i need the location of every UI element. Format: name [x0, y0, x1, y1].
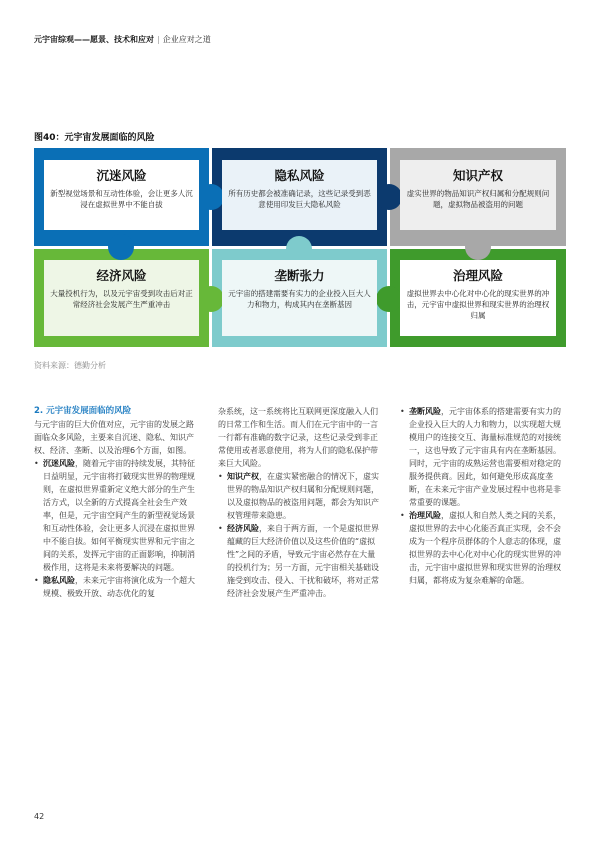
header-title: 元宇宙综观——愿景、技术和应对 — [34, 35, 154, 44]
bullet-title: 经济风险 — [227, 524, 259, 533]
risk-card-monopoly — [222, 260, 377, 336]
risk-card-economy — [44, 260, 199, 336]
knob-4-right — [376, 286, 402, 312]
risk-desc: 虚拟世界去中心化对中心化的现实世界的冲击，元宇宙中虚拟世界和现实世界的治理权归属 — [406, 289, 550, 320]
bullet-title: 隐私风险 — [43, 576, 75, 585]
privacy-continued: 杂系统，这一系统将比互联网更深度融入人们的日常工作和生活。而人们在元宇宙中的一言一行都有准确的数字记录，这些记录受到非正常使用或者恶意使用，将为人们的隐私保护带来巨大风险。 — [218, 407, 378, 468]
figure-source: 资料来源：德勤分析 — [34, 361, 106, 370]
text-column-3 — [400, 405, 565, 587]
risk-title: 垄断张力 — [274, 268, 325, 283]
bullet-text: ，来自于两方面，一个是虚拟世界蕴藏的巨大经济价值以及这些价值的“虚拟性”之间的矛盾，导致元宇宙必然存在大量的投机行为；另一方面，元宇宙相关基础设施受到攻击、侵入、干扰和破坏，将对正常经济社会发展产生严重冲击。 — [227, 524, 379, 598]
bullet-privacy — [34, 574, 199, 600]
bullet-text: ，虚拟人和自然人类之间的关系，虚拟世界的去中心化能否真正实现，会不会成为一个程序员群体的个人意志的体现，虚拟世界的去中心化对中心化的现实世界的冲击，元宇宙中虚拟世界和现实世界的治理权归属，都将成为复杂难解的命题。 — [409, 511, 561, 585]
bullet-addiction — [34, 457, 199, 574]
text-column-1 — [34, 405, 199, 600]
bullet-text: ，元宇宙体系的搭建需要有实力的企业投入巨大的人力和物力，以实现超大规模用户的连接交互、海量标准规范的对接统一，这也导致了元宇宙具有内在垄断基因。同时，元宇宙的成熟运营也需要相对稳定的服务提供商。因此，如何避免形成高度垄断，在未来元宇宙产业发展过程中也将是非常重要的课题。 — [409, 407, 561, 507]
risk-card-addiction — [44, 160, 199, 230]
risk-title: 隐私风险 — [274, 168, 325, 183]
knob-0-right — [198, 184, 224, 210]
risk-card-privacy — [222, 160, 377, 230]
risk-title: 知识产权 — [452, 168, 503, 183]
knob-3-right — [198, 286, 224, 312]
page-number: 42 — [34, 812, 45, 821]
header-subtitle: 企业应对之道 — [162, 35, 211, 44]
risk-desc: 虚实世界的物品知识产权归属和分配规则问题，虚拟物品被盗用的问题 — [406, 189, 550, 209]
bullet-title: 治理风险 — [409, 511, 441, 520]
risk-desc: 所有历史都会被准确记录，这些记录受到恶意使用印发巨大隐私风险 — [228, 189, 371, 209]
bullet-governance — [400, 509, 565, 587]
knob-1-bottom — [286, 236, 312, 262]
bullet-title: 垄断风险 — [409, 407, 441, 416]
bullet-monopoly — [400, 405, 565, 509]
risk-desc: 大量投机行为，以及元宇宙受到攻击后对正常经济社会发展产生严重冲击 — [50, 289, 193, 309]
intro-paragraph: 与元宇宙的巨大价值对应，元宇宙的发展之路面临众多风险，主要来自沉迷、隐私、知识产权、经济、垄断、以及治理6个方面，如图。 — [34, 420, 194, 455]
risk-title: 沉迷风险 — [96, 168, 147, 183]
bullet-title: 沉迷风险 — [43, 459, 75, 468]
bullet-title: 知识产权 — [227, 472, 259, 481]
risk-title: 经济风险 — [96, 268, 147, 283]
knob-2-bottom — [465, 234, 491, 260]
bullet-ip — [218, 470, 383, 522]
bullet-economy — [218, 522, 383, 600]
knob-1-right — [376, 184, 402, 210]
figure-title: 图40：元宇宙发展面临的风险 — [34, 133, 155, 143]
risk-card-ip — [400, 160, 556, 230]
risk-desc: 新型视觉场景和互动性体验，会让更多人沉浸在虚拟世界中不能自拔 — [50, 189, 193, 209]
risk-desc: 元宇宙的搭建需要有实力的企业投入巨大人力和物力，构成其内在垄断基因 — [228, 289, 371, 309]
header-separator: | — [157, 35, 160, 44]
bullet-text: ，在虚实紧密融合的情况下，虚实世界的物品知识产权归属和分配规则问题，以及虚拟物品的被盗用问题，都会为知识产权管理带来隐患。 — [227, 472, 379, 520]
bullet-text: ，随着元宇宙的持续发展，其特征日益明显，元宇宙将打破现实世界的物理规则，在虚拟世界重新定义绝大部分的生产生活方式，以全新的方式提高全社会生产效率，但是，元宇宙空间产生的新型视觉场景和互动性体验，会让更多人沉浸在虚拟世界中不能自拔。如何平衡现实世界和元宇宙之间的关系，发挥元宇宙的正面影响，抑制消极作用，这将是未来将要解决的问题。 — [43, 459, 195, 572]
risk-title: 治理风险 — [452, 268, 503, 283]
risk-puzzle-figure — [34, 148, 566, 348]
knob-0-bottom — [108, 234, 134, 260]
page-header — [34, 34, 211, 45]
section-title: 2. 元宇宙发展面临的风险 — [34, 406, 132, 416]
text-column-2 — [218, 405, 383, 600]
risk-card-governance — [400, 260, 556, 336]
bullet-text: ，未来元宇宙将演化成为一个超大规模、极致开放、动态优化的复 — [43, 576, 195, 598]
